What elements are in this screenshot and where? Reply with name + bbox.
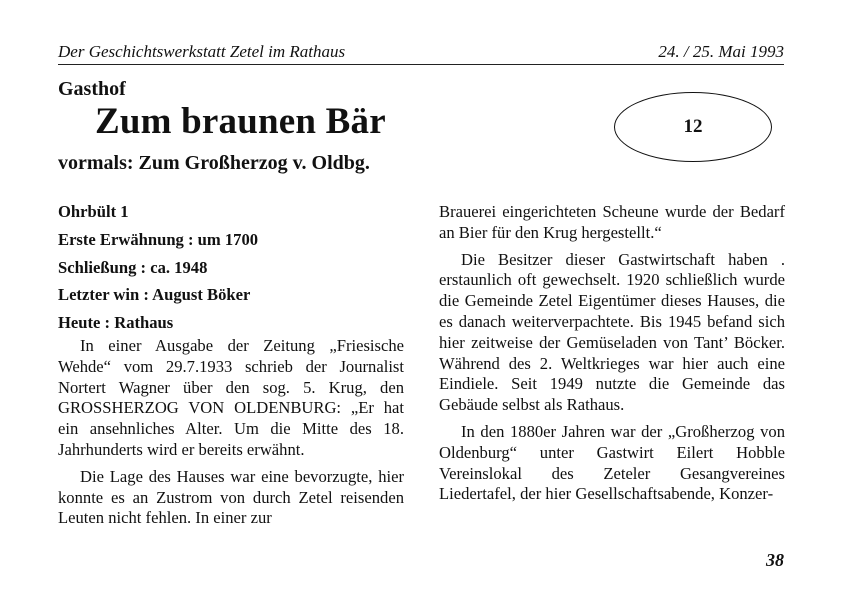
body-paragraph: In den 1880er Jahren war der „Großherzog von Oldenburg“ unter Gastwirt Eilert Hobble Vereinslokal des Zeteler Gesangvereines Liedertafel, der hier Gesellschaftsabende, Konzer-: [439, 421, 785, 504]
page-number: 38: [766, 550, 784, 570]
fact-address: Ohrbült 1: [58, 202, 129, 221]
left-column: [58, 202, 404, 529]
fact-closing: Schließung : ca. 1948: [58, 257, 208, 277]
entry-number: 12: [683, 116, 703, 137]
fact-first-mention: Erste Erwähnung : um 1700: [58, 229, 259, 249]
header-date: 24. / 25. Mai 1993: [658, 42, 784, 61]
fact-today: Heute : Rathaus: [58, 313, 174, 333]
page-title: Zum braunen Bär: [95, 101, 386, 142]
entry-number-oval: [614, 92, 772, 162]
fact-last-host: Letzter win : August Böker: [58, 285, 251, 305]
body-paragraph-continued: Brauerei eingerichteten Scheune wurde der Bedarf an Bier für den Krug hergestellt.“: [439, 202, 785, 242]
body-paragraph: In einer Ausgabe der Zeitung „Friesische Wehde“ vom 29.7.1933 schrieb der Journalist Nortert Wagner über den sog. 5. Krug, den GROSSHERZOG VON OLDENBURG: „Er hat ein ansehnliches Alter. Um die Mitte des 18. Jahrhunderts wird er bereits erwähnt.: [58, 335, 404, 459]
body-paragraph: Die Besitzer dieser Gastwirtschaft haben . erstaunlich oft gewechselt. 1920 schließlich wurde die Gemeinde Zetel Eigentümer dieses Hauses, die es danach weiterverpachtete. Bis 1945 befand sich hier zeitweise der Gemüseladen von Tant’ Böcker. Während des 2. Weltkrieges war hier auch eine Eindiele. Seit 1949 nutzte die Gemeinde das Gebäude selbst als Rathaus.: [439, 249, 785, 415]
running-header: [58, 42, 784, 65]
body-paragraph: Die Lage des Hauses war eine bevorzugte, hier konnte es an Zustrom von durch Zetel reisenden Leuten nicht fehlen. In einer zur: [58, 466, 404, 528]
header-title: Der Geschichtswerkstatt Zetel im Rathaus: [58, 42, 346, 61]
former-name-subtitle: vormals: Zum Großherzog v. Oldbg.: [58, 152, 370, 174]
right-column: [439, 202, 785, 505]
gasthof-label: Gasthof: [58, 78, 126, 100]
